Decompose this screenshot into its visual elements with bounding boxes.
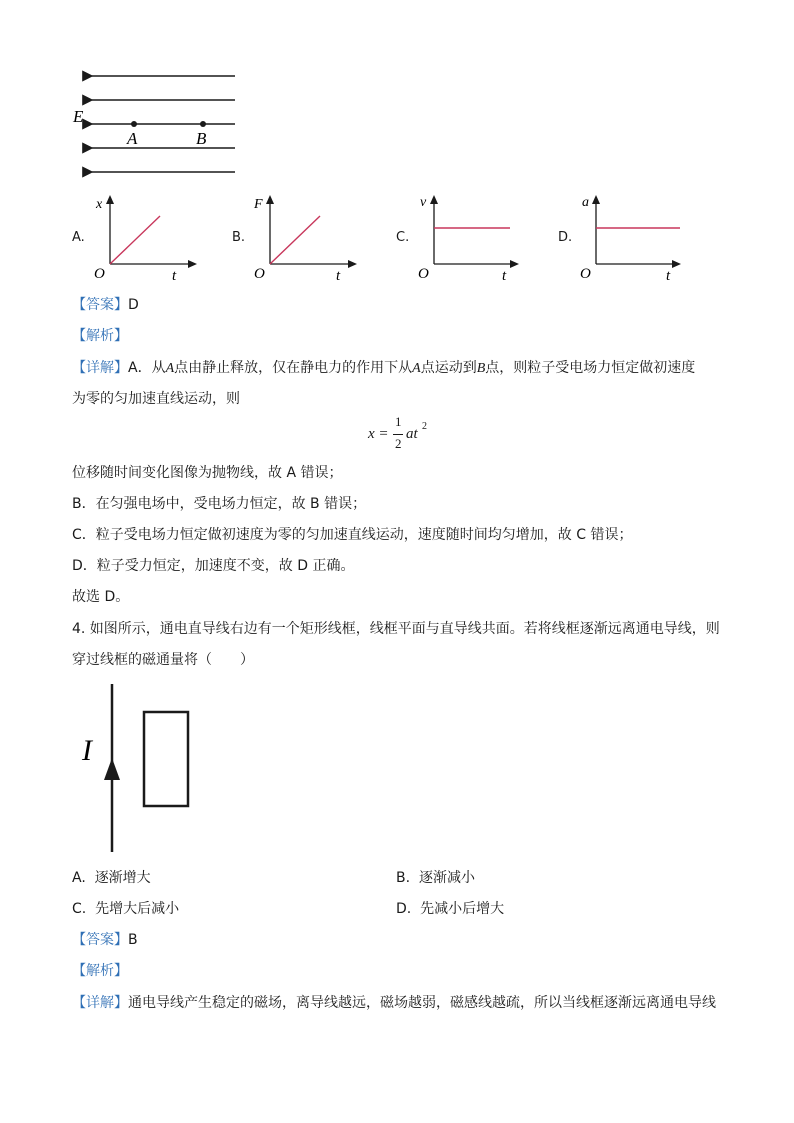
q4-option-b[interactable]: [396, 868, 475, 888]
option-letter: C.: [396, 230, 410, 245]
graph-origin: O: [94, 266, 105, 282]
q4-detail: [72, 993, 716, 1013]
graph-x-t: [90, 192, 210, 282]
graph-ylabel: v: [420, 195, 427, 210]
graph-origin: O: [418, 266, 429, 282]
option-text: 先增大后减小: [95, 901, 180, 917]
option-letter: D.: [396, 901, 412, 917]
point-a-dot: [131, 121, 137, 127]
q3-detail-line2: 为零的匀加速直线运动，则: [72, 391, 240, 407]
option-letter: C.: [72, 901, 87, 917]
formula-lhs: x =: [368, 426, 389, 442]
formula-denominator: 2: [395, 436, 402, 451]
q4-analysis-heading: [72, 961, 128, 981]
option-letter: B.: [232, 230, 246, 245]
option-text: 逐渐减小: [418, 870, 475, 886]
graph-ylabel: x: [96, 197, 103, 212]
q4-option-c[interactable]: [72, 899, 179, 919]
graph-origin: O: [580, 266, 591, 282]
electric-field-figure: [70, 62, 250, 186]
q3-line-d: D．粒子受力恒定，加速度不变，故 D 正确。: [72, 558, 355, 574]
graph-option-c: [396, 192, 546, 282]
graph-curve: [270, 216, 320, 264]
current-label: I: [82, 734, 92, 767]
analysis-tag: 【解析】: [72, 963, 128, 979]
graph-f-t: [250, 192, 370, 282]
graph-v-t: [414, 192, 544, 282]
answer-value: B: [128, 932, 138, 948]
graph-option-a: [72, 192, 212, 282]
formula-exponent: 2: [422, 421, 427, 432]
option-text: 先减小后增大: [420, 901, 505, 917]
graph-xlabel: t: [336, 268, 341, 282]
graph-origin: O: [254, 266, 265, 282]
q3-line-c: C．粒子受电场力恒定做初速度为零的匀加速直线运动，速度随时间均匀增加，故 C 错误；: [72, 527, 633, 543]
q3-line-b: B．在匀强电场中，受电场力恒定，故 B 错误；: [72, 496, 367, 512]
point-b-dot: [200, 121, 206, 127]
graph-xlabel: t: [172, 268, 177, 282]
option-text: 逐渐增大: [94, 870, 151, 886]
point-b-label: B: [196, 129, 207, 148]
q4-option-a[interactable]: [72, 868, 151, 888]
option-letter: B.: [396, 870, 411, 886]
kinematics-formula: [368, 414, 448, 458]
analysis-tag: 【解析】: [72, 328, 128, 344]
graph-a-t: [576, 192, 706, 282]
graph-ylabel: F: [254, 197, 263, 212]
graph-curve: [110, 216, 160, 264]
q4-stem-line2: 穿过线框的磁通量将（ ）: [72, 652, 254, 668]
rectangular-loop: [144, 712, 188, 806]
option-letter: D.: [558, 230, 573, 245]
q4-stem-line1: 4. 如图所示，通电直导线右边有一个矩形线框，线框平面与直导线共面。若将线框逐渐远离通电导线，则: [72, 621, 720, 637]
q3-line-a: 位移随时间变化图像为抛物线，故 A 错误；: [72, 465, 343, 481]
graph-option-b: [232, 192, 372, 282]
graph-xlabel: t: [666, 268, 671, 282]
q4-option-d[interactable]: [396, 899, 504, 919]
detail-text: 通电导线产生稳定的磁场，离导线越远，磁场越弱，磁感线越疏，所以当线框逐渐远离通电导线: [128, 995, 716, 1011]
q3-detail-line1: 【详解】A．从A点由静止释放，仅在静电力的作用下从A点运动到B点，则粒子受电场力恒定做初速度: [72, 360, 696, 376]
answer-tag: 【答案】: [72, 297, 128, 313]
graph-ylabel: a: [582, 195, 589, 210]
detail-tag: 【详解】: [72, 360, 128, 376]
answer-value: D: [128, 297, 139, 313]
q3-answer: [72, 295, 139, 315]
q3-analysis-heading: [72, 326, 128, 346]
graph-xlabel: t: [502, 268, 507, 282]
q4-answer: [72, 930, 138, 950]
wire-loop-figure: [76, 682, 206, 854]
point-a-label: A: [127, 129, 138, 148]
detail-tag: 【详解】: [72, 995, 128, 1011]
option-letter: A.: [72, 870, 86, 886]
formula-rhs: at: [406, 426, 418, 442]
current-arrow-icon: [104, 758, 120, 780]
formula-fraction-bar: [393, 434, 403, 435]
option-letter: A.: [72, 230, 85, 245]
answer-tag: 【答案】: [72, 932, 128, 948]
graph-option-d: [558, 192, 708, 282]
q3-conclusion: 故选 D。: [72, 589, 130, 605]
field-label-e: E: [73, 107, 84, 126]
formula-numerator: 1: [395, 414, 402, 429]
